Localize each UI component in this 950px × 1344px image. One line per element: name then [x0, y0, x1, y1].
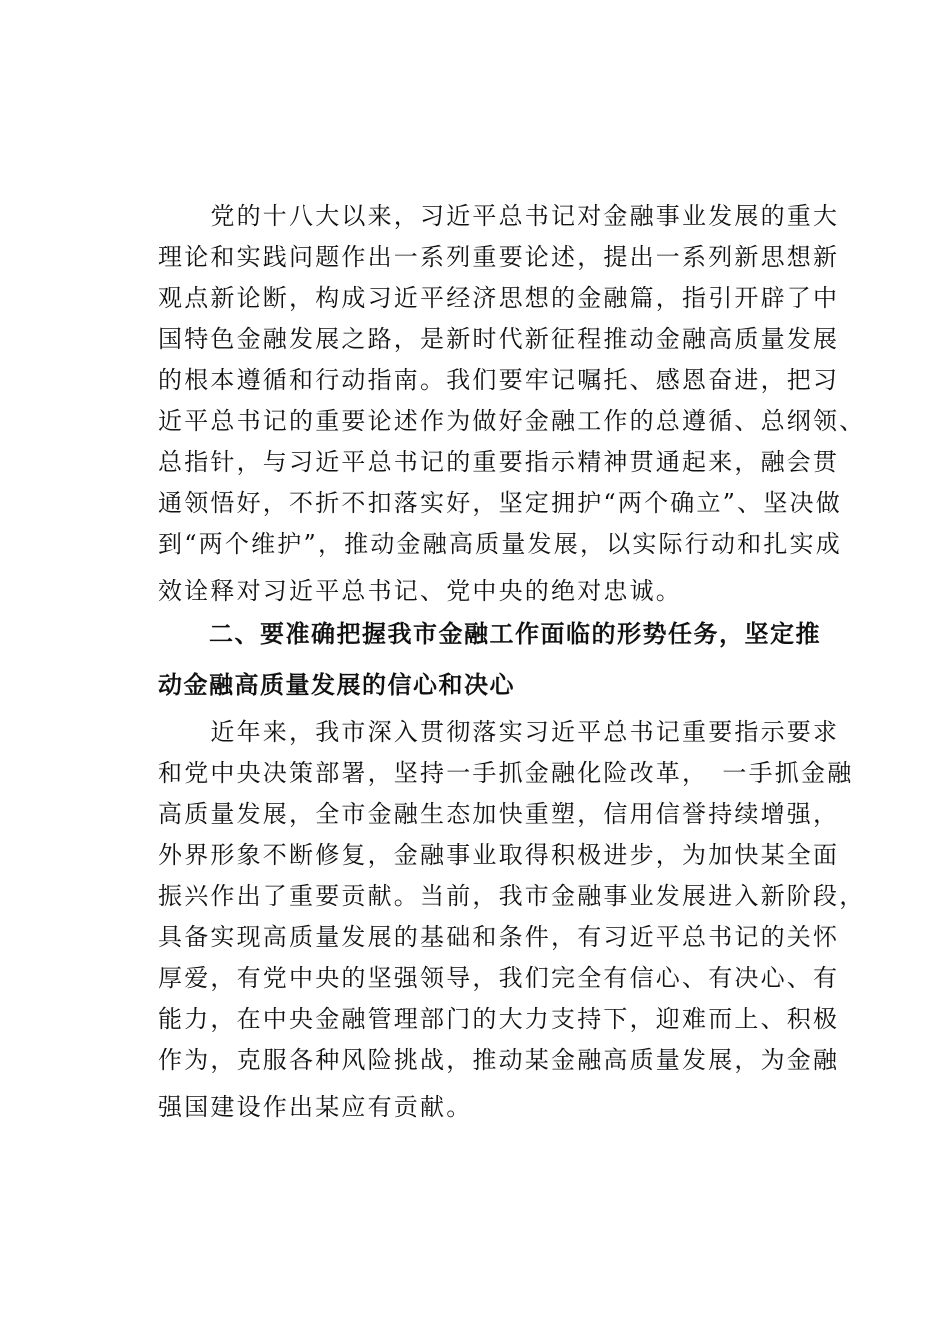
paragraph-2-line-2: 和党中央决策部署，坚持一手抓金融化险改革， 一手抓金融 [158, 759, 854, 787]
paragraph-2-line-4: 外界形象不断修复，金融事业取得积极进步，为加快某全面 [158, 841, 840, 869]
paragraph-1-line-6: 近平总书记的重要论述作为做好金融工作的总遵循、总纲领、 [158, 407, 866, 435]
paragraph-2-line-9: 作为，克服各种风险挑战，推动某金融高质量发展，为金融 [158, 1046, 840, 1074]
paragraph-2-line-7: 厚爱，有党中央的坚强领导，我们完全有信心、有决心、有 [158, 964, 840, 992]
section-heading-line-1: 二、要准确把握我市金融工作面临的形势任务，坚定推 [158, 620, 821, 648]
paragraph-1-line-8: 通领悟好，不折不扣落实好，坚定拥护“两个确立”、坚决做 [158, 489, 842, 517]
paragraph-2-line-10: 强国建设作出某应有贡献。 [158, 1093, 473, 1121]
paragraph-2-line-8: 能力，在中央金融管理部门的大力支持下，迎难而上、积极 [158, 1005, 840, 1033]
paragraph-1-line-5: 的根本遵循和行动指南。我们要牢记嘱托、感恩奋进，把习 [158, 366, 840, 394]
paragraph-2-line-6: 具备实现高质量发展的基础和条件，有习近平总书记的关怀 [158, 923, 840, 951]
paragraph-1-line-2: 理论和实践问题作出一系列重要论述，提出一系列新思想新 [158, 243, 840, 271]
paragraph-1-line-4: 国特色金融发展之路，是新时代新征程推动金融高质量发展 [158, 325, 840, 353]
paragraph-1-line-7: 总指针，与习近平总书记的重要指示精神贯通起来，融会贯 [158, 448, 840, 476]
paragraph-2-line-5: 振兴作出了重要贡献。当前，我市金融事业发展进入新阶段， [158, 882, 866, 910]
paragraph-1-line-10: 效诠释对习近平总书记、党中央的绝对忠诚。 [158, 577, 682, 605]
paragraph-2-line-1: 近年来，我市深入贯彻落实习近平总书记重要指示要求 [158, 718, 840, 746]
section-heading-line-2: 动金融高质量发展的信心和决心 [158, 671, 515, 699]
paragraph-2-line-3: 高质量发展，全市金融生态加快重塑，信用信誉持续增强， [158, 800, 840, 828]
paragraph-1-line-1: 党的十八大以来，习近平总书记对金融事业发展的重大 [158, 202, 840, 230]
paragraph-1-line-3: 观点新论断，构成习近平经济思想的金融篇，指引开辟了中 [158, 284, 840, 312]
paragraph-1-line-9: 到“两个维护”，推动金融高质量发展，以实际行动和扎实成 [158, 530, 842, 558]
